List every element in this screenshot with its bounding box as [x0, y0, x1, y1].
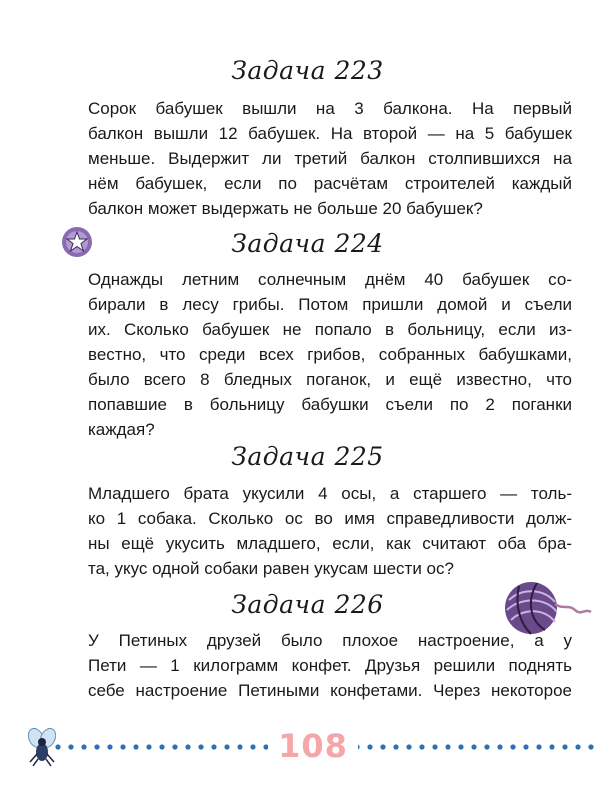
footer-dot: [237, 744, 242, 749]
task-223-line: балкон вышли 12 бабушек. На второй — на 5 бабушек: [88, 124, 572, 143]
footer-dot: [562, 744, 567, 749]
task-224-text: [88, 267, 572, 442]
task-224-line: попавшие в больницу бабушки съели по 2 поганки: [88, 395, 572, 414]
task-225-title: Задача 225: [231, 442, 384, 471]
footer-dot: [484, 744, 489, 749]
footer-dot: [224, 744, 229, 749]
footer-dot: [68, 744, 73, 749]
task-224-line: каждая?: [88, 420, 155, 439]
task-225-line: ны ещё укусить младшего, если, как считают оба бра-: [88, 534, 572, 553]
footer-dot: [120, 744, 125, 749]
footer-dot: [458, 744, 463, 749]
footer-dot: [55, 744, 60, 749]
task-226-title: Задача 226: [231, 590, 384, 619]
task-223-line: балкон может выдержать не больше 20 бабушек?: [88, 199, 483, 218]
footer-dot: [510, 744, 515, 749]
task-226-line: Пети — 1 килограмм конфет. Друзья решили поднять: [88, 656, 572, 675]
task-226-line: себе настроение Петиными конфетами. Через некоторое: [88, 681, 572, 700]
footer-dot: [146, 744, 151, 749]
task-224-line: Однажды летним солнечным днём 40 бабушек со-: [88, 270, 572, 289]
footer-dot: [432, 744, 437, 749]
task-223-title: Задача 223: [231, 56, 384, 85]
page-number: 108: [268, 726, 358, 766]
footer-dot: [185, 744, 190, 749]
task-223-line: Сорок бабушек вышли на 3 балкона. На первый: [88, 99, 572, 118]
task-225-line: Младшего брата укусили 4 осы, а старшего — толь-: [88, 484, 572, 503]
footer-dot: [198, 744, 203, 749]
task-223-text: [88, 96, 572, 221]
task-224-line: было всего 8 бледных поганок, и ещё известно, что: [88, 370, 572, 389]
footer-dot: [133, 744, 138, 749]
task-224-line: бирали в лесу грибы. Потом пришли домой и съели: [88, 295, 572, 314]
task-225-line: та, укус одной собаки равен укусам шести ос?: [88, 559, 454, 578]
footer-dot: [250, 744, 255, 749]
footer-dot: [497, 744, 502, 749]
footer-dot: [172, 744, 177, 749]
task-225-text: [88, 481, 572, 581]
footer-dot: [588, 744, 593, 749]
footer-dot: [393, 744, 398, 749]
task-224-line: вестно, что среди всех грибов, собранных бабушками,: [88, 345, 572, 364]
footer-dot: [107, 744, 112, 749]
task-224-line: их. Сколько бабушек не попало в больницу, если из-: [88, 320, 572, 339]
footer-dot: [159, 744, 164, 749]
footer-dot: [380, 744, 385, 749]
task-223-line: нём бабушек, если по расчётам строителей каждый: [88, 174, 572, 193]
footer-dot: [549, 744, 554, 749]
footer-dot: [81, 744, 86, 749]
footer-dot: [471, 744, 476, 749]
footer-dot: [211, 744, 216, 749]
footer-dot: [367, 744, 372, 749]
footer-dot: [575, 744, 580, 749]
task-226-line: У Петиных друзей было плохое настроение, а у: [88, 631, 572, 650]
footer-dot: [445, 744, 450, 749]
task-224-title: Задача 224: [231, 229, 384, 258]
footer-dot: [406, 744, 411, 749]
footer-dot: [536, 744, 541, 749]
footer-dot: [523, 744, 528, 749]
footer-dot: [419, 744, 424, 749]
task-223-line: меньше. Выдержит ли третий балкон столпившихся на: [88, 149, 572, 168]
task-226-text: [88, 628, 572, 703]
task-225-line: ко 1 собака. Сколько ос во имя справедливости долж-: [88, 509, 572, 528]
footer-dot: [94, 744, 99, 749]
